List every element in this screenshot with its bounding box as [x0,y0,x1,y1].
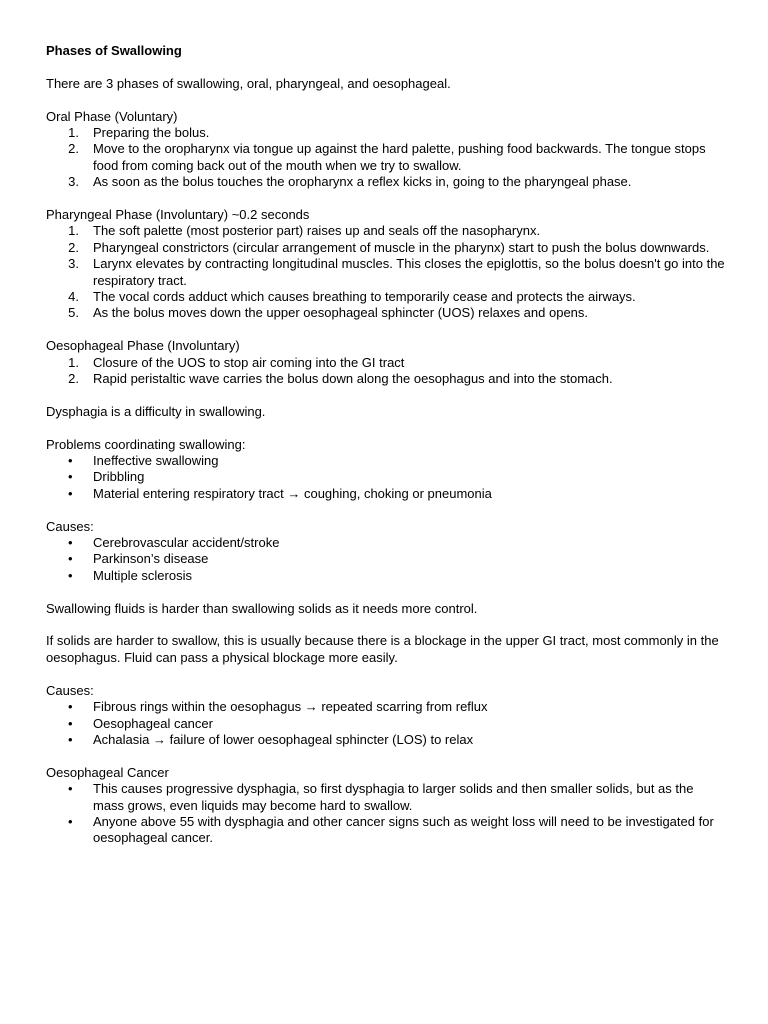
oral-phase-heading: Oral Phase (Voluntary) [46,108,178,124]
list-item: 1. The soft palette (most posterior part) raises up and seals off the nasopharynx. [68,223,541,239]
solids-paragraph: If solids are harder to swallow, this is usually because there is a blockage in the upper GI tract, most commonly in the oesophagus. Fluid can pass a physical blockage more easily. [46,633,719,665]
list-item: 2. Rapid peristaltic wave carries the bolus down along the oesophagus and into the stomach. [68,371,613,387]
causes-heading: Causes: [46,518,94,534]
pharyngeal-phase-heading: Pharyngeal Phase (Involuntary) ~0.2 seconds [46,207,310,223]
intro-paragraph: There are 3 phases of swallowing, oral, pharyngeal, and oesophageal. [46,75,451,91]
problems-heading: Problems coordinating swallowing: [46,436,246,452]
list-item: 1. Preparing the bolus. [68,125,210,140]
dysphagia-paragraph: Dysphagia is a difficulty in swallowing. [46,403,266,419]
oesophageal-phase-list [46,355,728,388]
list-item: 5. As the bolus moves down the upper oesophageal sphincter (UOS) relaxes and opens. [68,305,589,321]
fluids-paragraph: Swallowing fluids is harder than swallowing solids as it needs more control. [46,600,478,616]
list-item: 3. As soon as the bolus touches the oropharynx a reflex kicks in, going to the pharyngeal phase. [68,174,632,190]
document-title: Phases of Swallowing [46,43,182,58]
list-item: • Achalasia → failure of lower oesophageal sphincter (LOS) to relax [68,731,474,747]
list-item: 2. Pharyngeal constrictors (circular arrangement of muscle in the pharynx) start to push the bolus downwards. [68,239,710,255]
list-item: • Parkinson’s disease [68,551,209,567]
list-item: • Cerebrovascular accident/stroke [68,535,280,551]
list-item: • Ineffective swallowing [68,453,219,469]
list-item: 2. Move to the oropharynx via tongue up against the hard palette, pushing food backwards. The tongue stops food from coming back out of the mouth when we try to swallow. [68,141,706,173]
list-item: 4. The vocal cords adduct which causes breathing to temporarily cease and protects the airways. [68,289,636,305]
list-item: • Multiple sclerosis [68,567,192,583]
causes-list [46,535,728,584]
problems-list [46,453,728,502]
causes-heading-2: Causes: [46,682,94,698]
list-item: 1. Closure of the UOS to stop air coming into the GI tract [68,354,405,370]
causes-list-2 [46,699,728,748]
oesophageal-cancer-heading: Oesophageal Cancer [46,764,169,780]
list-item: • Oesophageal cancer [68,715,213,731]
list-item: • Dribbling [68,469,145,485]
list-item: • This causes progressive dysphagia, so first dysphagia to larger solids and then smaller solids, but as the mass grows, even liquids may become hard to swallow. [68,781,694,813]
list-item: • Fibrous rings within the oesophagus → repeated scarring from reflux [68,699,488,715]
pharyngeal-phase-list [46,223,728,321]
list-item: • Anyone above 55 with dysphagia and other cancer signs such as weight loss will need to be investigated for oesophageal cancer. [68,813,714,846]
oral-phase-list [46,125,728,191]
list-item: 3. Larynx elevates by contracting longitudinal muscles. This closes the epiglottis, so the bolus doesn't go into the respiratory tract. [68,256,725,288]
list-item: • Material entering respiratory tract → coughing, choking or pneumonia [68,485,492,501]
oesophageal-cancer-list [46,781,728,847]
oesophageal-phase-heading: Oesophageal Phase (Involuntary) [46,338,240,354]
